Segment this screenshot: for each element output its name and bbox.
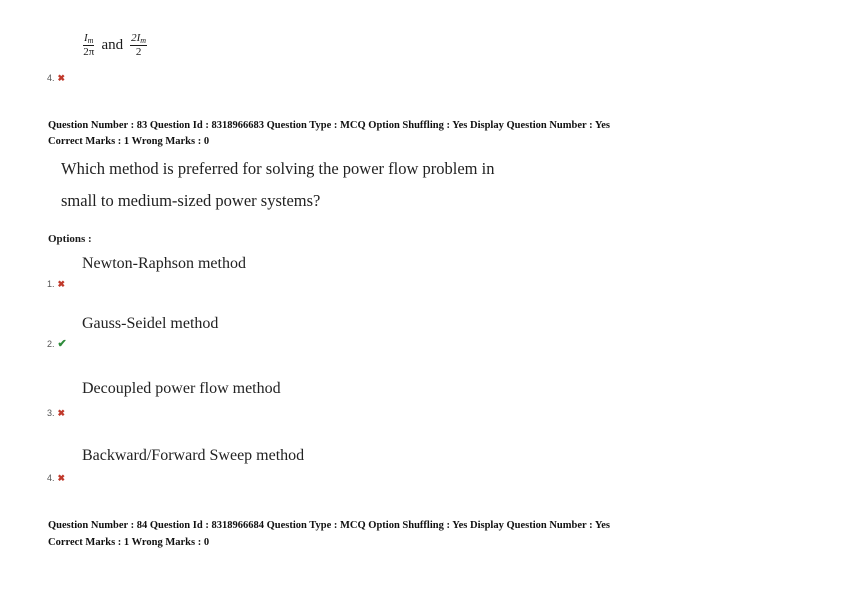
fraction-im-over-2pi [83, 33, 94, 58]
q83-meta-line2: Correct Marks : 1 Wrong Marks : 0 [48, 136, 210, 147]
option-3-marker [47, 403, 65, 421]
q84-meta-line1: Question Number : 84 Question Id : 8318966684 Question Type : MCQ Option Shuffling : Yes Display Question Number : Yes [48, 520, 611, 531]
q83-question-line1: Which method is preferred for solving the power flow problem in [61, 159, 495, 178]
option-number: 4. [47, 473, 55, 483]
and-connector: and [101, 37, 124, 53]
q83-question-line2: small to medium-sized power systems? [61, 191, 321, 210]
option-1-marker [47, 274, 65, 292]
options-label: Options : [48, 233, 92, 245]
option-4-text: Backward/Forward Sweep method [82, 447, 305, 464]
fraction2-numerator: 2I [131, 32, 141, 44]
option-2-text: Gauss-Seidel method [82, 315, 219, 332]
fraction2-denominator: 2 [135, 46, 142, 58]
option-number: 1. [47, 279, 55, 289]
option-4-marker [47, 468, 65, 486]
fraction2-numerator-sub: m [140, 36, 147, 45]
wrong-mark-icon: ✖ [57, 73, 66, 83]
fraction1-numerator: I [84, 32, 88, 44]
option-number: 3. [47, 408, 55, 418]
option-2-marker [47, 334, 67, 352]
q84-meta-line2: Correct Marks : 1 Wrong Marks : 0 [48, 537, 210, 548]
wrong-mark-icon: ✖ [57, 473, 66, 483]
wrong-mark-icon: ✖ [57, 408, 66, 418]
prev-option-4-number [47, 68, 65, 86]
fraction1-denominator: 2π [83, 46, 95, 58]
fraction1-numerator-sub: m [87, 36, 94, 45]
option-3-text: Decoupled power flow method [82, 380, 281, 397]
option-1-text: Newton-Raphson method [82, 255, 246, 272]
wrong-mark-icon: ✖ [57, 279, 66, 289]
q83-meta-line1: Question Number : 83 Question Id : 8318966683 Question Type : MCQ Option Shuffling : Yes Display Question Number : Yes [48, 120, 611, 131]
fraction-2im-over-2 [130, 33, 147, 58]
option-number: 4. [47, 73, 55, 83]
correct-check-icon: ✔ [57, 338, 67, 350]
prev-option-4-formula [83, 33, 147, 58]
option-number: 2. [47, 339, 55, 349]
